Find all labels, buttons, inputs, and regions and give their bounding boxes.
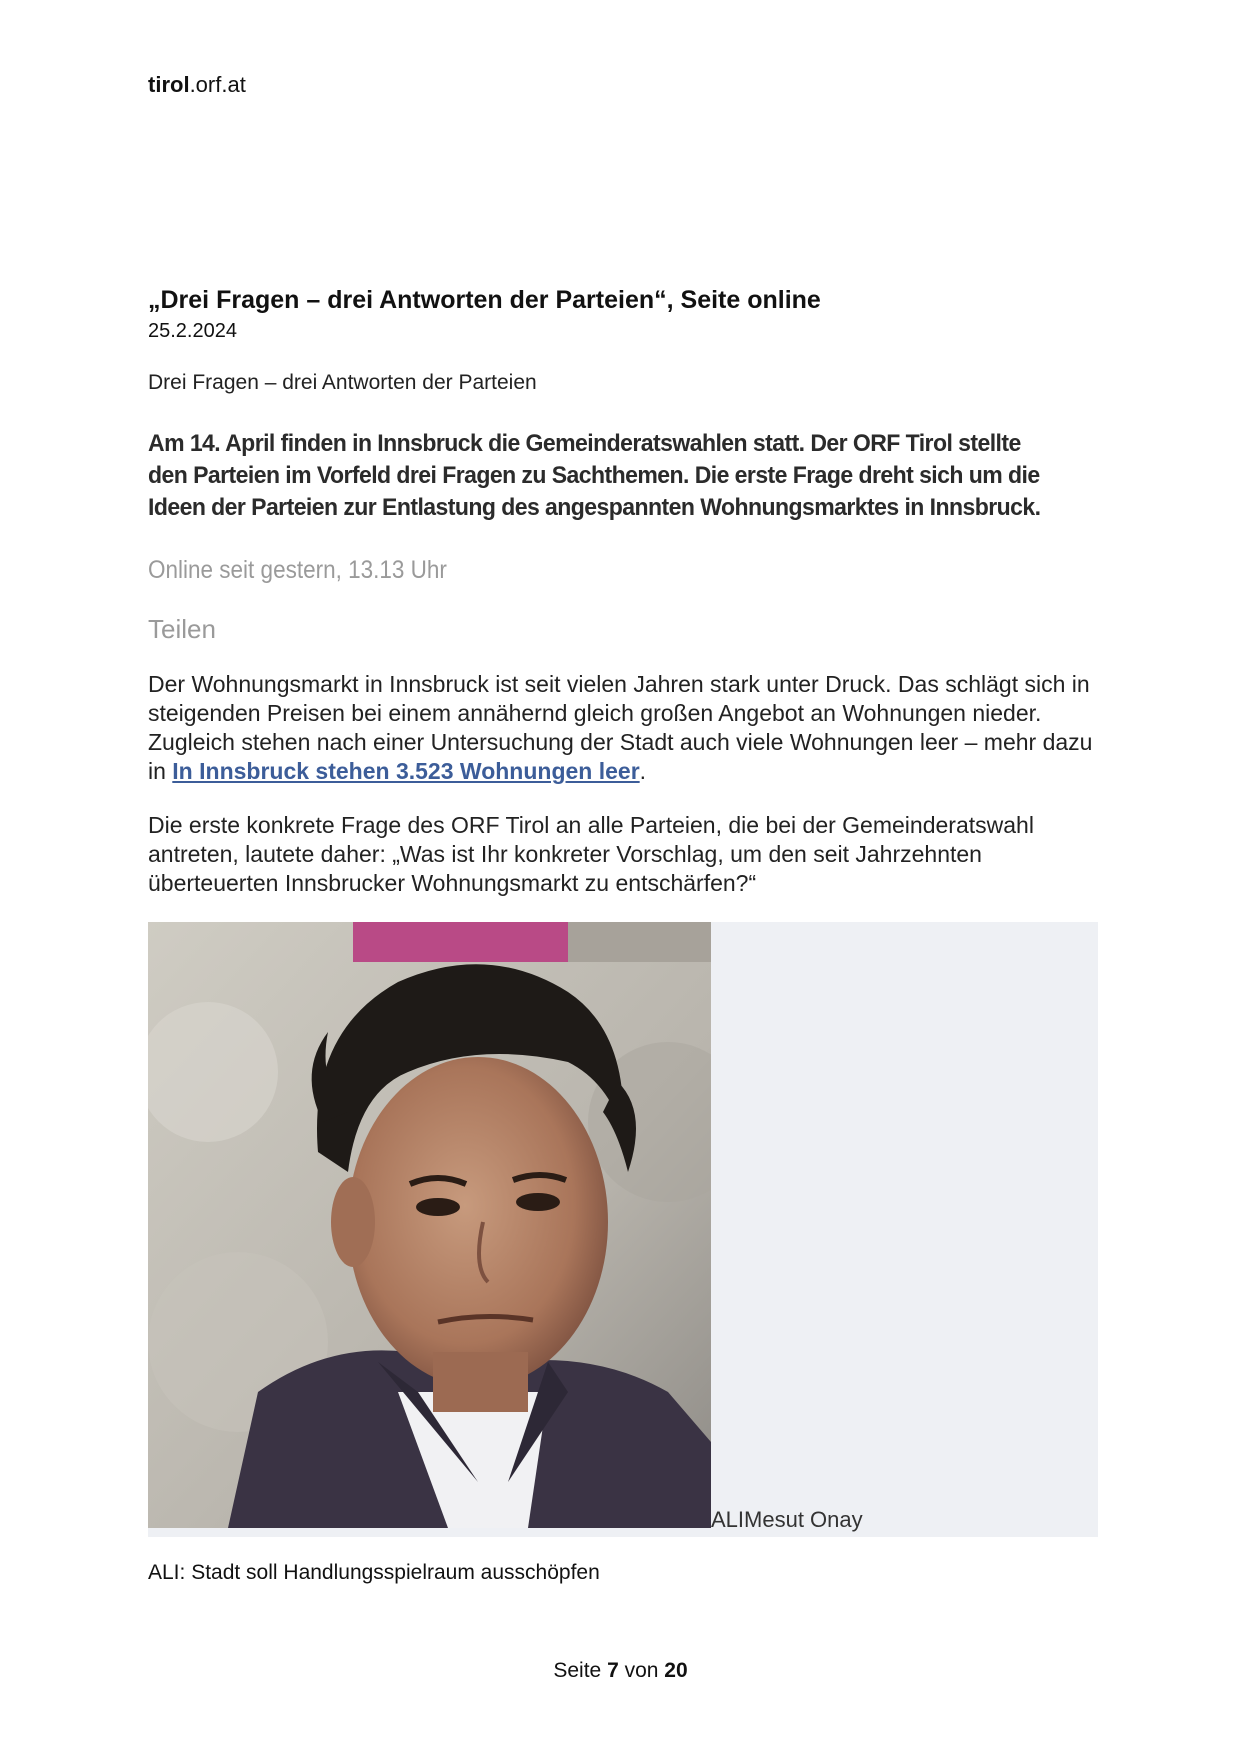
page-current: 7 bbox=[607, 1659, 619, 1682]
site-name bbox=[148, 72, 246, 98]
portrait-photo bbox=[148, 922, 711, 1528]
paragraph-1-text: Der Wohnungsmarkt in Innsbruck ist seit vielen Jahren stark unter Druck. Das schlägt sich in steigenden Preisen bei einem annähernd gleich großen Angebot an Wohnungen nieder. Zugleich stehen nach einer Untersuchung der Stadt auch viele Wohnungen leer – mehr dazu in bbox=[148, 671, 1093, 784]
site-name-domain: .orf.at bbox=[189, 72, 246, 97]
related-article-link[interactable]: In Innsbruck stehen 3.523 Wohnungen leer bbox=[172, 758, 640, 784]
article-kicker: Drei Fragen – drei Antworten der Parteien bbox=[148, 371, 537, 394]
online-since: Online seit gestern, 13.13 Uhr bbox=[148, 556, 447, 584]
share-link[interactable]: Teilen bbox=[148, 614, 216, 644]
figure-subcaption: ALI: Stadt soll Handlungsspielraum ausschöpfen bbox=[148, 1561, 600, 1584]
paragraph-2: Die erste konkrete Frage des ORF Tirol an alle Parteien, die bei der Gemeinderatswahl antreten, lautete daher: „Was ist Ihr konkreter Vorschlag, um den seit Jahrzehnten überteuerten Innsbrucker Wohnungsmarkt zu entschärfen?“ bbox=[148, 812, 1034, 896]
paragraph-1-end: . bbox=[639, 758, 647, 784]
article-lead: Am 14. April finden in Innsbruck die Gemeinderatswahlen statt. Der ORF Tirol stellte den Parteien im Vorfeld drei Fragen zu Sachthemen. Die erste Frage dreht sich um die Ideen der Parteien zur Entlastung des angespannten Wohnungsmarktes in Innsbruck. bbox=[148, 430, 1041, 521]
figure-caption: ALIMesut Onay bbox=[711, 1507, 863, 1532]
document-date: 25.2.2024 bbox=[148, 320, 237, 342]
page-label: Seite bbox=[553, 1659, 602, 1682]
paragraph-1 bbox=[148, 670, 1108, 786]
article-figure bbox=[148, 922, 1098, 1537]
page-total: 20 bbox=[664, 1659, 688, 1682]
site-name-bold: tirol bbox=[148, 72, 190, 97]
page-footer bbox=[0, 1659, 1241, 1683]
portrait-image bbox=[148, 922, 711, 1528]
page-of: von bbox=[624, 1659, 659, 1682]
document-title: „Drei Fragen – drei Antworten der Parteien“, Seite online bbox=[148, 286, 821, 314]
